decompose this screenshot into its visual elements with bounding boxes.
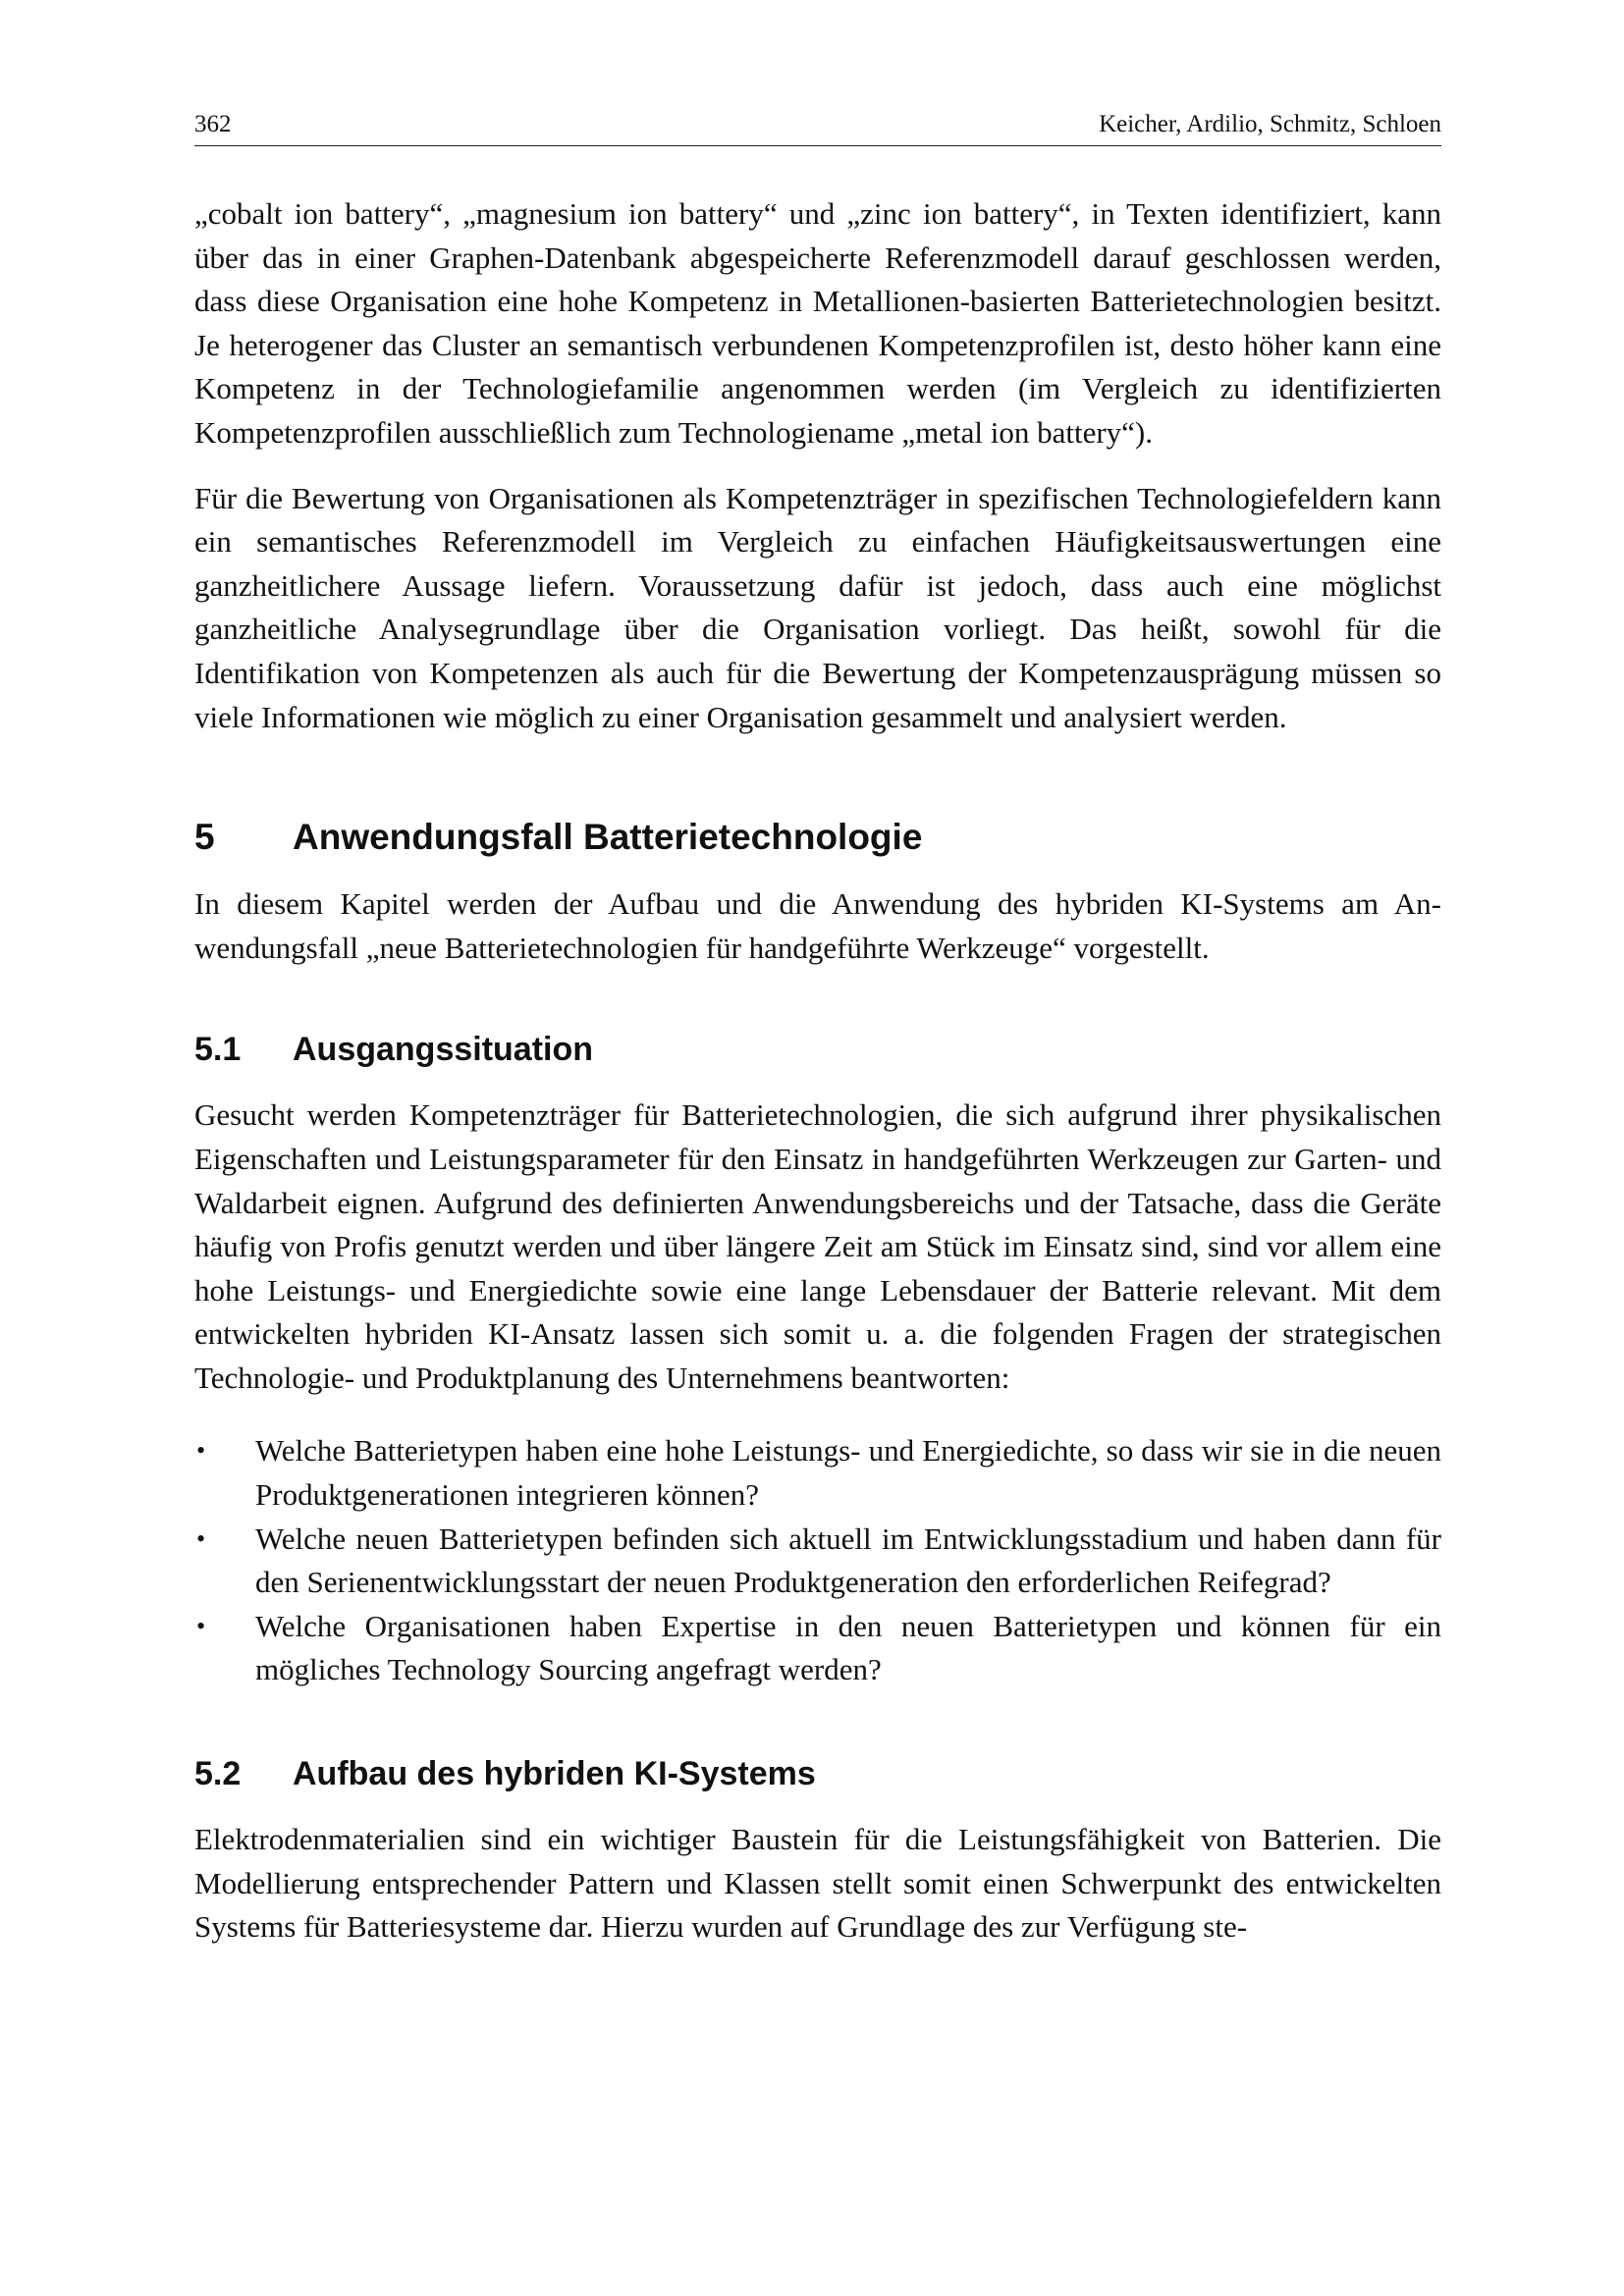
paragraph-intro-continued: „cobalt ion battery“, „magnesium ion battery“ und „zinc ion battery“, in Texten identifiziert, kann über das in einer Graphen-Datenbank abgespeicherte Referenzmodell darauf geschlossen werden, dass diese Organisation eine hohe Kompetenz in Metallionen-basierten Batterietechnologien besitzt. Je heterogener das Cluster an semantisch verbundenen Kompetenzprofilen ist, desto höher kann eine Kompetenz in der Technologiefamilie angenommen werden (im Vergleich zu identifizierten Kompetenzprofilen ausschließlich zum Technologiename „metal ion battery“). [194, 196, 1441, 450]
paragraph-evaluation: Für die Bewertung von Organisationen als Kompetenzträger in spezifischen Technologiefeldern kann ein semantisches Referenzmodell im Vergleich zu einfachen Häufigkeitsauswertungen eine ganzheitlichere Aussage liefern. Voraussetzung dafür ist jedoch, dass auch eine möglichst ganzheitliche Analysegrundlage über die Organisation vorliegt. Das heißt, sowohl für die Identifikation von Kompetenzen als auch für die Bewertung der Kompetenzausprägung müssen so viele Informationen wie möglich zu einer Organisation gesammelt und analysiert werden. [194, 480, 1441, 734]
list-item [194, 1518, 1441, 1605]
paragraph-system-setup: Elektrodenmaterialien sind ein wichtiger Baustein für die Leistungsfähigkeit von Batterien. Die Modellierung entsprechender Pattern und Klassen stellt somit einen Schwerpunkt des entwickelten Systems für Batteriesysteme dar. Hierzu wurden auf Grundlage des zur Verfügung ste- [194, 1822, 1441, 1945]
section-title: Ausgangssituation [293, 1031, 594, 1069]
section-heading-5-2 [194, 1751, 1441, 1796]
section-title: Anwendungsfall Batterietechnologie [293, 817, 923, 858]
running-header [194, 110, 1441, 146]
list-item [194, 1429, 1441, 1517]
bullet-icon: • [196, 1611, 206, 1640]
paragraph-initial-situation: Gesucht werden Kompetenzträger für Batterietechnologien, die sich aufgrund ihrer physikalischen Eigenschaften und Leistungsparameter für den Einsatz in handgeführten Werkzeugen zur Garten- und Waldarbeit eignen. Aufgrund des definierten Anwendungsbereichs und der Tatsache, dass die Geräte häufig von Profis genutzt werden und über längere Zeit am Stück im Einsatz sind, sind vor allem eine hohe Leistungs- und Energiedichte sowie eine lange Lebensdauer der Batterie relevant. Mit dem entwickelten hybriden KI-Ansatz lassen sich somit u. a. die folgenden Fragen der strategischen Technologie- und Produktplanung des Unternehmens beantworten: [194, 1097, 1441, 1395]
list-item-text: Welche Organisationen haben Expertise in den neuen Batterietypen und können für ein mögliches Technology Sourcing angefragt werden? [255, 1608, 1441, 1687]
section-number: 5 [194, 817, 215, 858]
section-number: 5.2 [194, 1755, 242, 1793]
section-number: 5.1 [194, 1031, 242, 1069]
question-list [194, 1429, 1441, 1692]
list-item-text: Welche neuen Batterietypen befinden sich aktuell im Entwicklungsstadium und haben dann für den Serienentwicklungsstart der neuen Produktgeneration den erforderlichen Reifegrad? [255, 1521, 1441, 1600]
list-item-text: Welche Batterietypen haben eine hohe Leistungs- und Energiedichte, so dass wir sie in die neuen Produktgenerationen integrieren können? [255, 1433, 1441, 1513]
list-item [194, 1605, 1441, 1692]
section-title: Aufbau des hybriden KI-Systems [293, 1755, 816, 1793]
section-heading-5 [194, 814, 1441, 861]
body-text [194, 192, 1441, 1949]
section-heading-5-1 [194, 1027, 1441, 1072]
bullet-icon: • [196, 1436, 206, 1466]
page-number: 362 [194, 111, 232, 137]
running-head-authors: Keicher, Ardilio, Schmitz, Schloen [1099, 111, 1441, 137]
bullet-icon: • [196, 1523, 206, 1553]
paragraph-chapter-intro: In diesem Kapitel werden der Aufbau und die Anwendung des hybriden KI-Systems am Anwendungsfall „neue Batterietechnologien für handgeführte Werkzeuge“ vorgestellt. [194, 886, 1441, 965]
